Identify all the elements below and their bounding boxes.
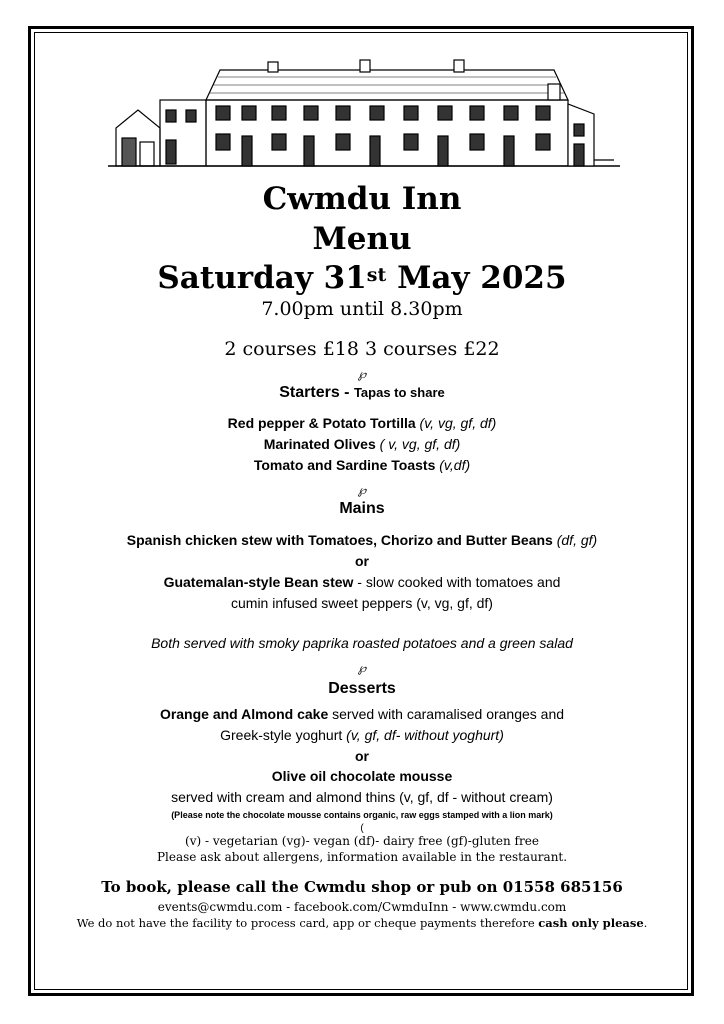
booking-call: To book, please call the Cwmdu shop or pub on 01558 685156 bbox=[101, 878, 623, 896]
desserts-heading: Desserts bbox=[328, 680, 396, 697]
payment-note bbox=[0, 914, 724, 932]
inn-name: Cwmdu Inn bbox=[262, 181, 462, 217]
dessert-item-1-desc bbox=[0, 726, 724, 744]
menu-title: Menu bbox=[312, 221, 412, 257]
main-2-name: Guatemalan-style Bean stew bbox=[163, 574, 354, 590]
diet-legend: (v) - vegetarian (vg)- vegan (df)- dairy free (gf)-gluten free bbox=[185, 834, 539, 848]
date-suffix: st bbox=[366, 264, 387, 286]
starter-name: Marinated Olives bbox=[263, 436, 380, 452]
date-rest: May 2025 bbox=[386, 260, 567, 296]
main-2-desc: - slow cooked with tomatoes and bbox=[353, 574, 561, 590]
dessert-2-name: Olive oil chocolate mousse bbox=[271, 768, 453, 784]
starter-item bbox=[0, 435, 724, 453]
starter-item bbox=[0, 414, 724, 432]
payment-suffix: . bbox=[643, 916, 648, 930]
separator-ornament: ℘ bbox=[357, 483, 367, 497]
payment-prefix: We do not have the facility to process card, app or cheque payments therefore bbox=[76, 916, 539, 930]
main-item-1 bbox=[0, 531, 724, 549]
starter-diet: (v, vg, gf, df) bbox=[419, 415, 497, 431]
payment-bold: cash only please bbox=[538, 916, 644, 930]
main-1-diet: (df, gf) bbox=[556, 532, 598, 548]
main-1-name: Spanish chicken stew with Tomatoes, Chorizo and Butter Beans bbox=[126, 532, 557, 548]
starters-subtitle: Tapas to share bbox=[353, 385, 445, 400]
dessert-1-diet: (v, gf, df- without yoghurt) bbox=[346, 727, 504, 743]
starter-item bbox=[0, 456, 724, 474]
dessert-2-note: (Please note the chocolate mousse contains organic, raw eggs stamped with a lion mark) bbox=[171, 810, 553, 820]
service-time: 7.00pm until 8.30pm bbox=[261, 298, 463, 320]
desserts-or: or bbox=[355, 748, 369, 764]
mains-note: Both served with smoky paprika roasted potatoes and a green salad bbox=[151, 635, 573, 651]
starters-title: Starters - bbox=[279, 384, 354, 401]
separator-ornament: ℘ bbox=[357, 367, 367, 381]
course-prices: 2 courses £18 3 courses £22 bbox=[224, 338, 500, 360]
starter-name: Tomato and Sardine Toasts bbox=[253, 457, 440, 473]
dessert-item-1 bbox=[0, 705, 724, 723]
date-prefix: Saturday 31 bbox=[157, 260, 367, 296]
dessert-1-desc2: Greek-style yoghurt bbox=[220, 727, 347, 743]
separator-ornament: ℘ bbox=[357, 661, 367, 675]
booking-contacts: events@cwmdu.com - facebook.com/CwmduInn - www.cwmdu.com bbox=[157, 900, 567, 914]
starter-diet: ( v, vg, gf, df) bbox=[379, 436, 461, 452]
starter-name: Red pepper & Potato Tortilla bbox=[227, 415, 420, 431]
dessert-2-desc: served with cream and almond thins (v, gf, df - without cream) bbox=[171, 789, 553, 805]
stray-paren: ( bbox=[360, 823, 364, 834]
inn-building-sketch bbox=[108, 44, 620, 172]
menu-date bbox=[0, 261, 724, 295]
mains-heading: Mains bbox=[339, 500, 385, 517]
dessert-1-name: Orange and Almond cake bbox=[159, 706, 329, 722]
starters-heading bbox=[0, 384, 724, 402]
main-item-2 bbox=[0, 573, 724, 591]
dessert-1-desc: served with caramalised oranges and bbox=[328, 706, 565, 722]
allergen-note: Please ask about allergens, information available in the restaurant. bbox=[156, 850, 568, 864]
starter-diet: (v,df) bbox=[439, 457, 471, 473]
mains-or: or bbox=[355, 553, 369, 569]
main-item-2-desc: cumin infused sweet peppers (v, vg, gf, df) bbox=[231, 595, 493, 611]
